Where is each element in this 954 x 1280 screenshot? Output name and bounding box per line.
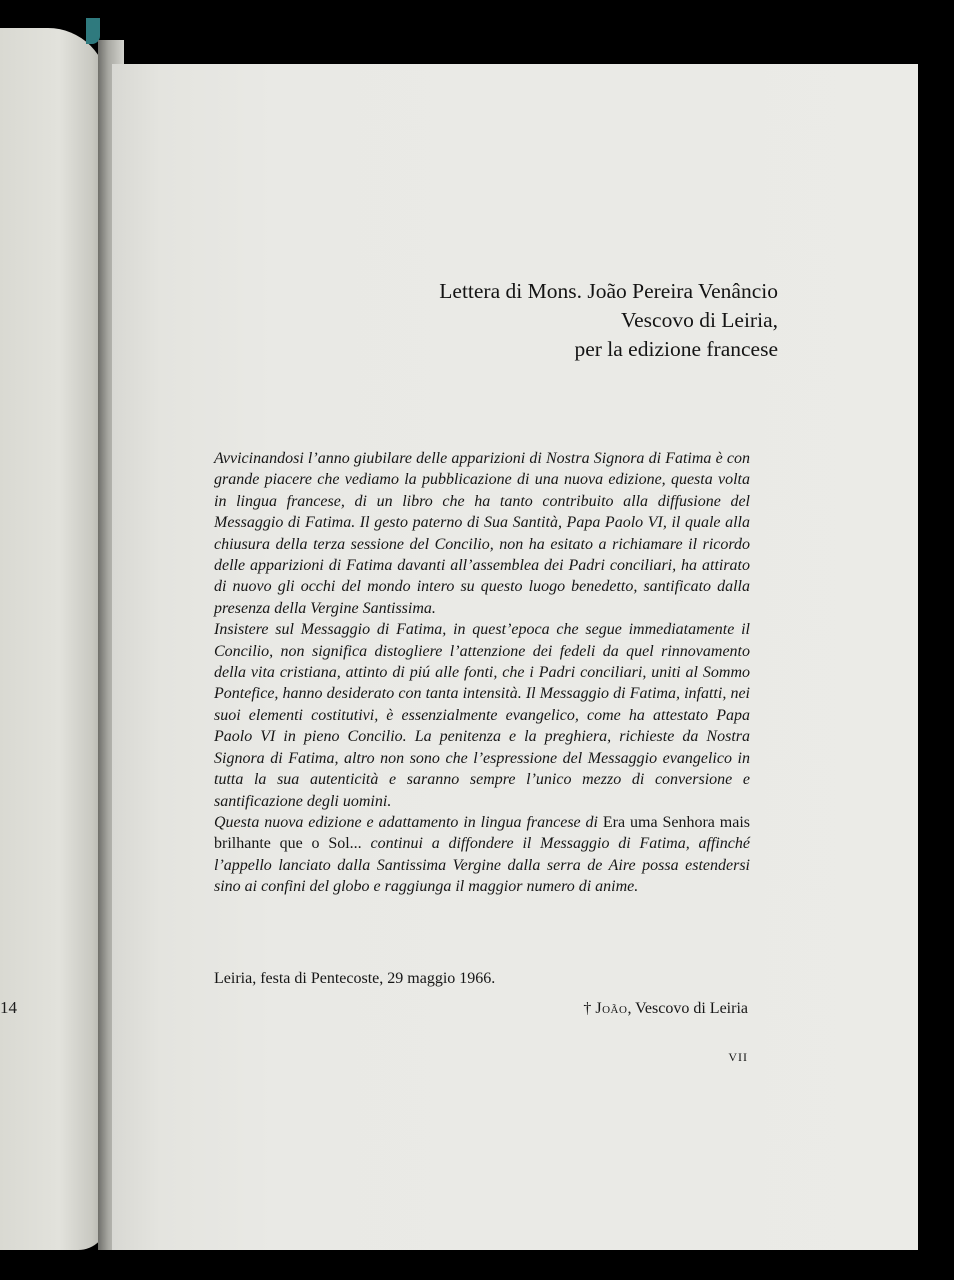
book-title: Era uma Senhora mais brilhante que o Sol...: [214, 813, 750, 853]
place-date: Leiria, festa di Pentecoste, 29 maggio 1966.: [214, 970, 496, 987]
paragraph-1: Avvicinandosi l’anno giubilare delle apparizioni di Nostra Signora di Fatima è con grande piacere che vediamo la pubblicazione di una nuova edizione, questa volta in lingua francese, di un libro che ha tanto contribuito alla diffusione del Messaggio di Fatima. Il gesto paterno di Sua Santità, Papa Paolo VI, il quale alla chiusura della terza sessione del Concilio, non ha esitato a richiamare il ricordo delle apparizioni di Fatima davanti all’assemblea dei Padri conciliari, ha attirato di nuovo gli occhi del mondo intero su questo luogo benedetto, santificato dalla presenza della Vergine Santissima.: [214, 450, 750, 617]
paragraph-3: [214, 812, 750, 898]
page-number: VII: [728, 1050, 748, 1064]
paragraph-2: Insistere sul Messaggio di Fatima, in quest’epoca che segue immediatamente il Concilio, non significa distogliere l’attenzione dei fedeli da quel rinnovamento della vita cristiana, attinto di piú alle fonti, che i Padri conciliari, uniti al Sommo Pontefice, hanno desiderato con tanta intensità. Il Messaggio di Fatima, infatti, nei suoi elementi costitutivi, è essenzialmente evangelico, come ha attestato Papa Paolo VI in pieno Concilio. La penitenza e la preghiera, richieste da Nostra Signora di Fatima, altro non sono che l’espressione del Messaggio evangelico in tutta la sua autenticità e saranno sempre l’unico mezzo di conversione e santificazione degli uomini.: [214, 621, 750, 810]
letter-heading: [439, 277, 778, 364]
left-page: [0, 28, 108, 1250]
left-page-number: 14: [0, 998, 17, 1017]
letter-body: [214, 448, 750, 898]
heading-line-2: Vescovo di Leiria,: [620, 308, 778, 332]
right-page: [112, 64, 918, 1250]
cross-symbol: †: [583, 1000, 592, 1017]
signature-name: João: [595, 1000, 628, 1017]
heading-line-1: Lettera di Mons. João Pereira Venâncio: [439, 279, 778, 303]
paragraph-3-start: Questa nuova edizione e adattamento in lingua francese di: [214, 813, 603, 831]
paragraph-3-end: continui a diffondere il Messaggio di Fatima, affinché l’appello lanciato dalla Santissima Vergine dalla serra de Aire possa estendersi sino ai confini del globo e raggiunga il maggior numero di anime.: [214, 835, 751, 896]
signature: [583, 1000, 748, 1018]
signature-title: , Vescovo di Leiria: [627, 1000, 748, 1017]
heading-line-3: per la edizione francese: [574, 337, 778, 361]
